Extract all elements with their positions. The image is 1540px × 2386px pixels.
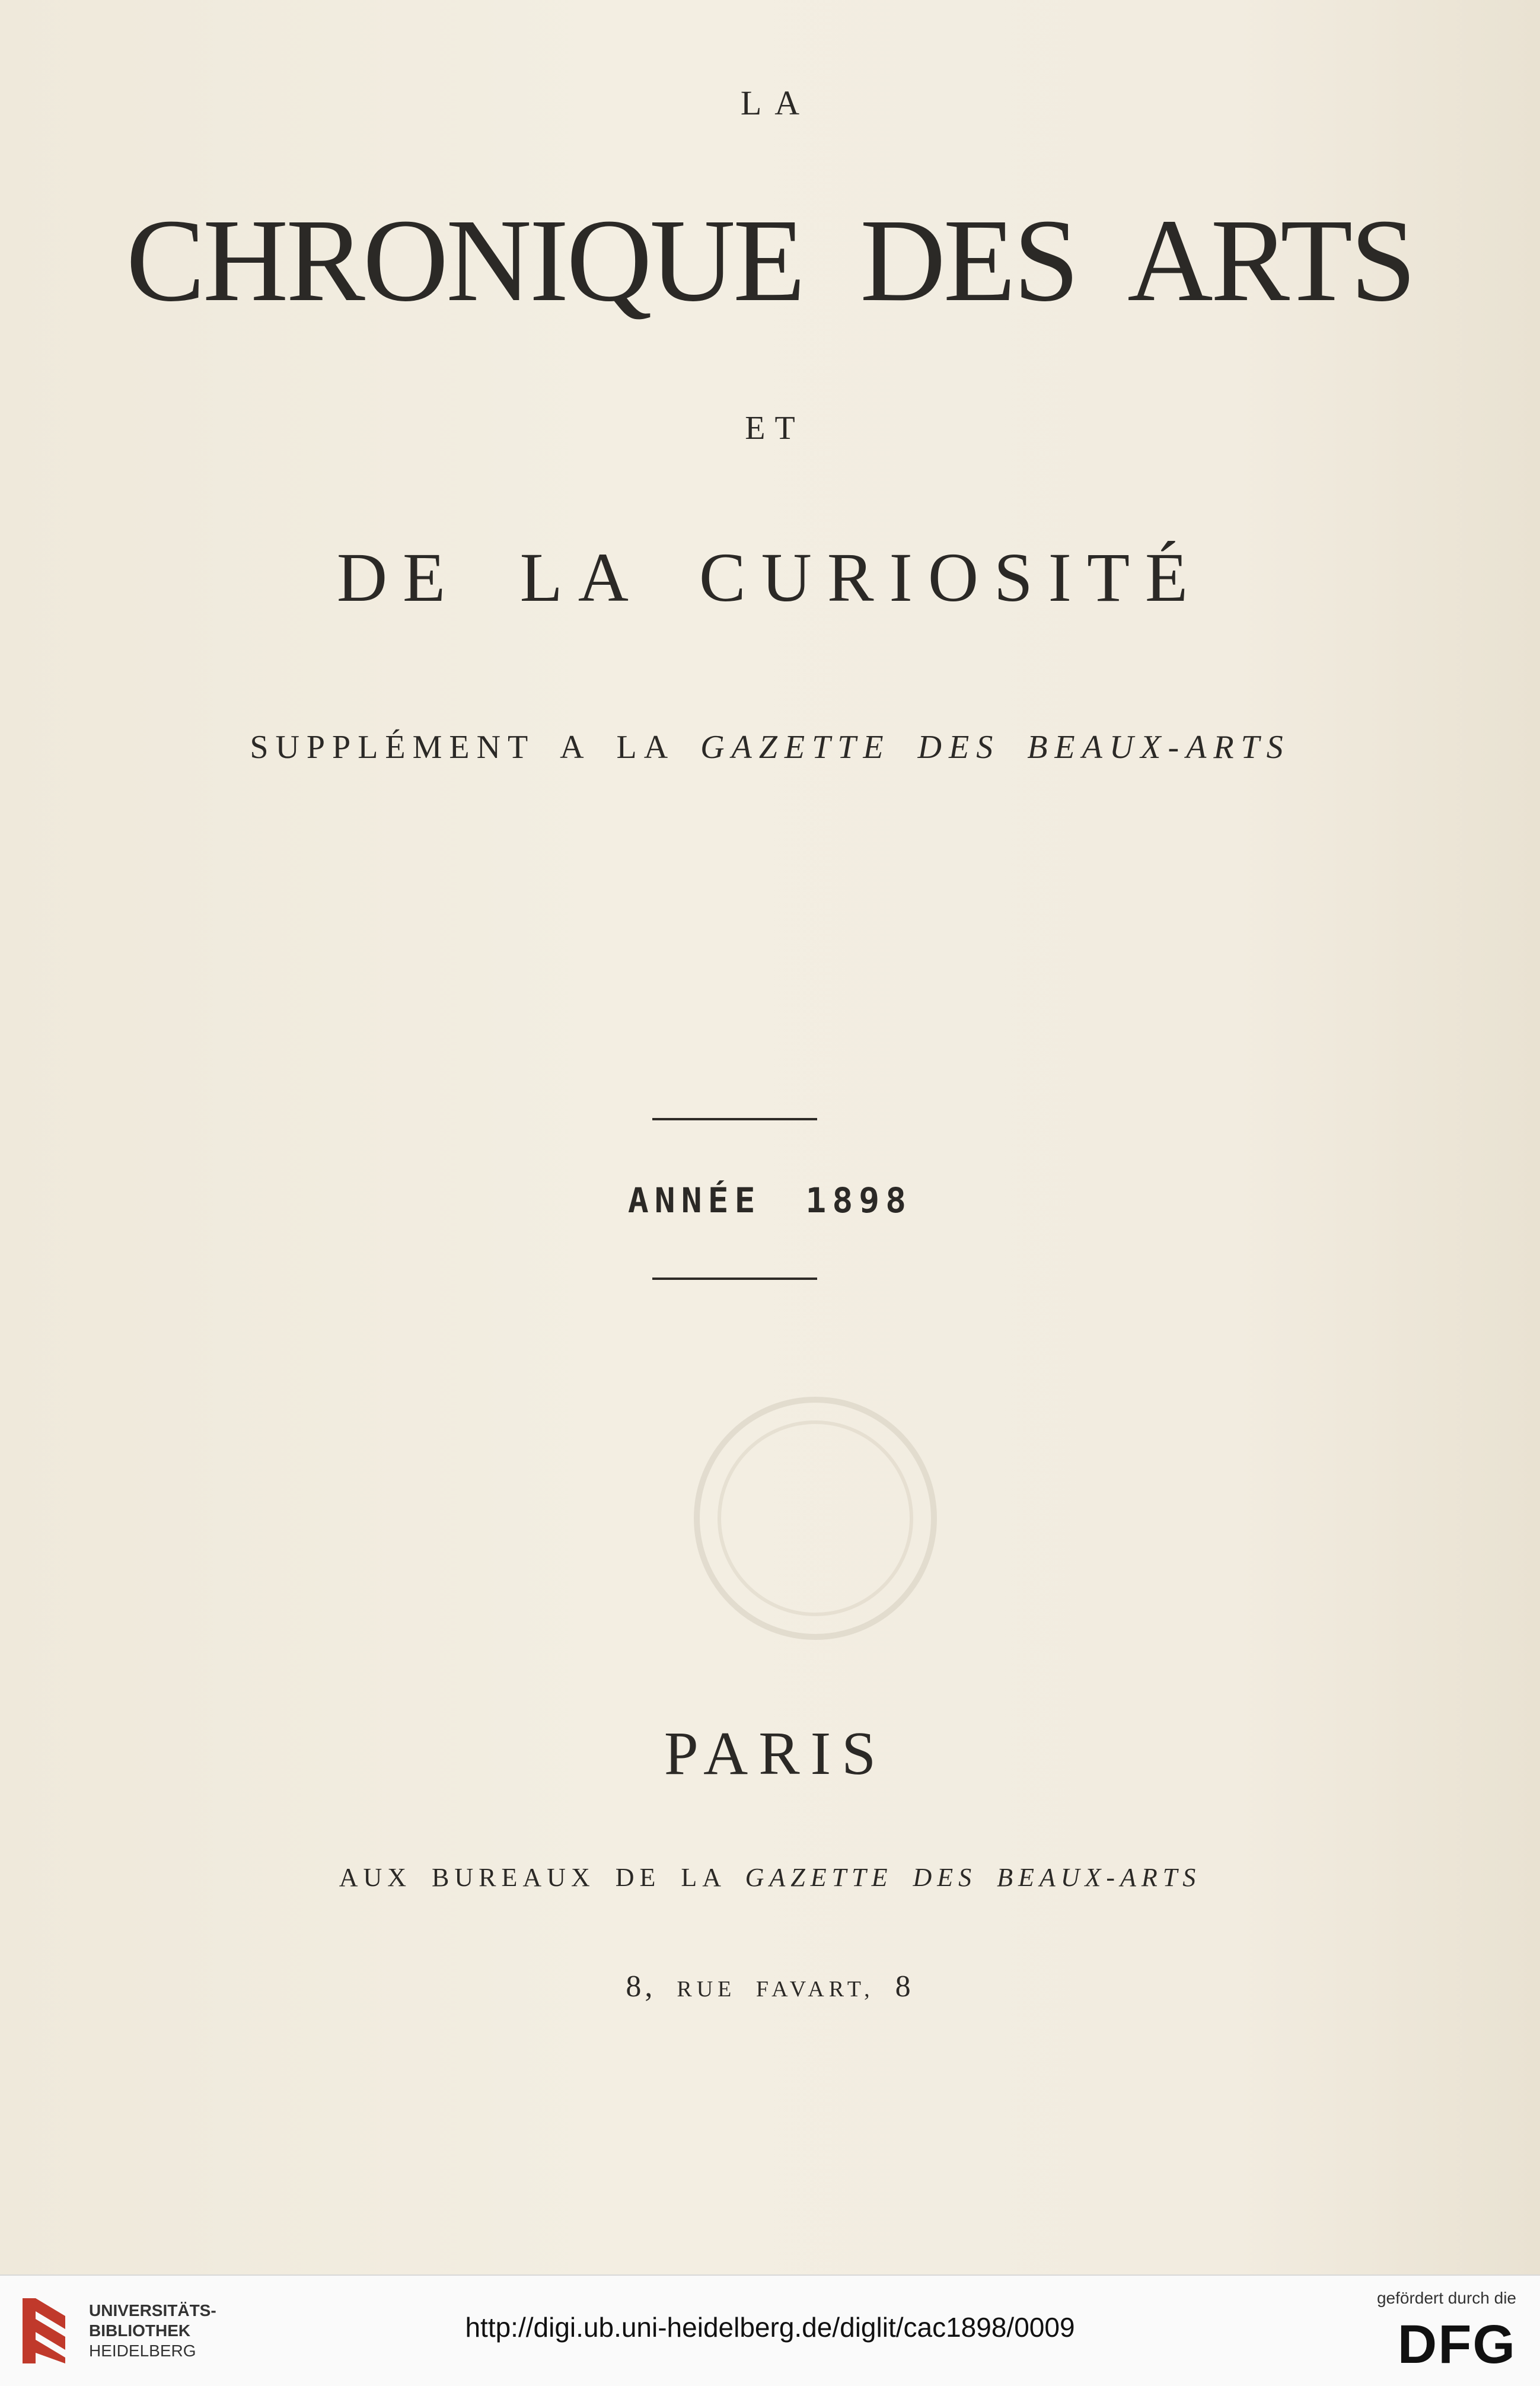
library-line3: HEIDELBERG [89, 2342, 196, 2360]
publisher-journal: GAZETTE DES BEAUX-ARTS [745, 1863, 1201, 1892]
address-street: RUE FAVART, [677, 1977, 875, 2002]
subtitle: DE LA CURIOSITÉ [336, 539, 1204, 616]
supplement-line [0, 728, 1540, 766]
year-line: ANNÉE 1898 [627, 1180, 913, 1221]
footer-bar [0, 2274, 1540, 2386]
title-conjunction: ET [745, 410, 805, 447]
library-line1: UNIVERSITÄTS- [89, 2301, 216, 2320]
supplement-journal: GAZETTE DES BEAUX-ARTS [700, 729, 1290, 766]
address-line [0, 1969, 1540, 2004]
address-number-start: 8, [626, 1970, 656, 2003]
divider-bottom [652, 1278, 817, 1280]
city: PARIS [664, 1719, 887, 1788]
supplement-prefix: SUPPLÉMENT A LA [250, 729, 674, 766]
library-line2: BIBLIOTHEK [89, 2321, 191, 2340]
title-article: LA [740, 84, 813, 122]
dfg-logo[interactable]: DFG [1397, 2314, 1516, 2375]
sponsor-caption: gefördert durch die [1376, 2289, 1516, 2307]
publisher-prefix: AUX BUREAUX DE LA [339, 1863, 725, 1892]
library-stamp-watermark [694, 1397, 937, 1640]
divider-top [652, 1118, 817, 1120]
permalink-url[interactable]: http://digi.ub.uni-heidelberg.de/diglit/cac1898/0009 [465, 2312, 1075, 2343]
publisher-line [0, 1862, 1540, 1893]
main-title: CHRONIQUE DES ARTS [126, 195, 1414, 326]
address-number-end: 8 [895, 1970, 914, 2003]
